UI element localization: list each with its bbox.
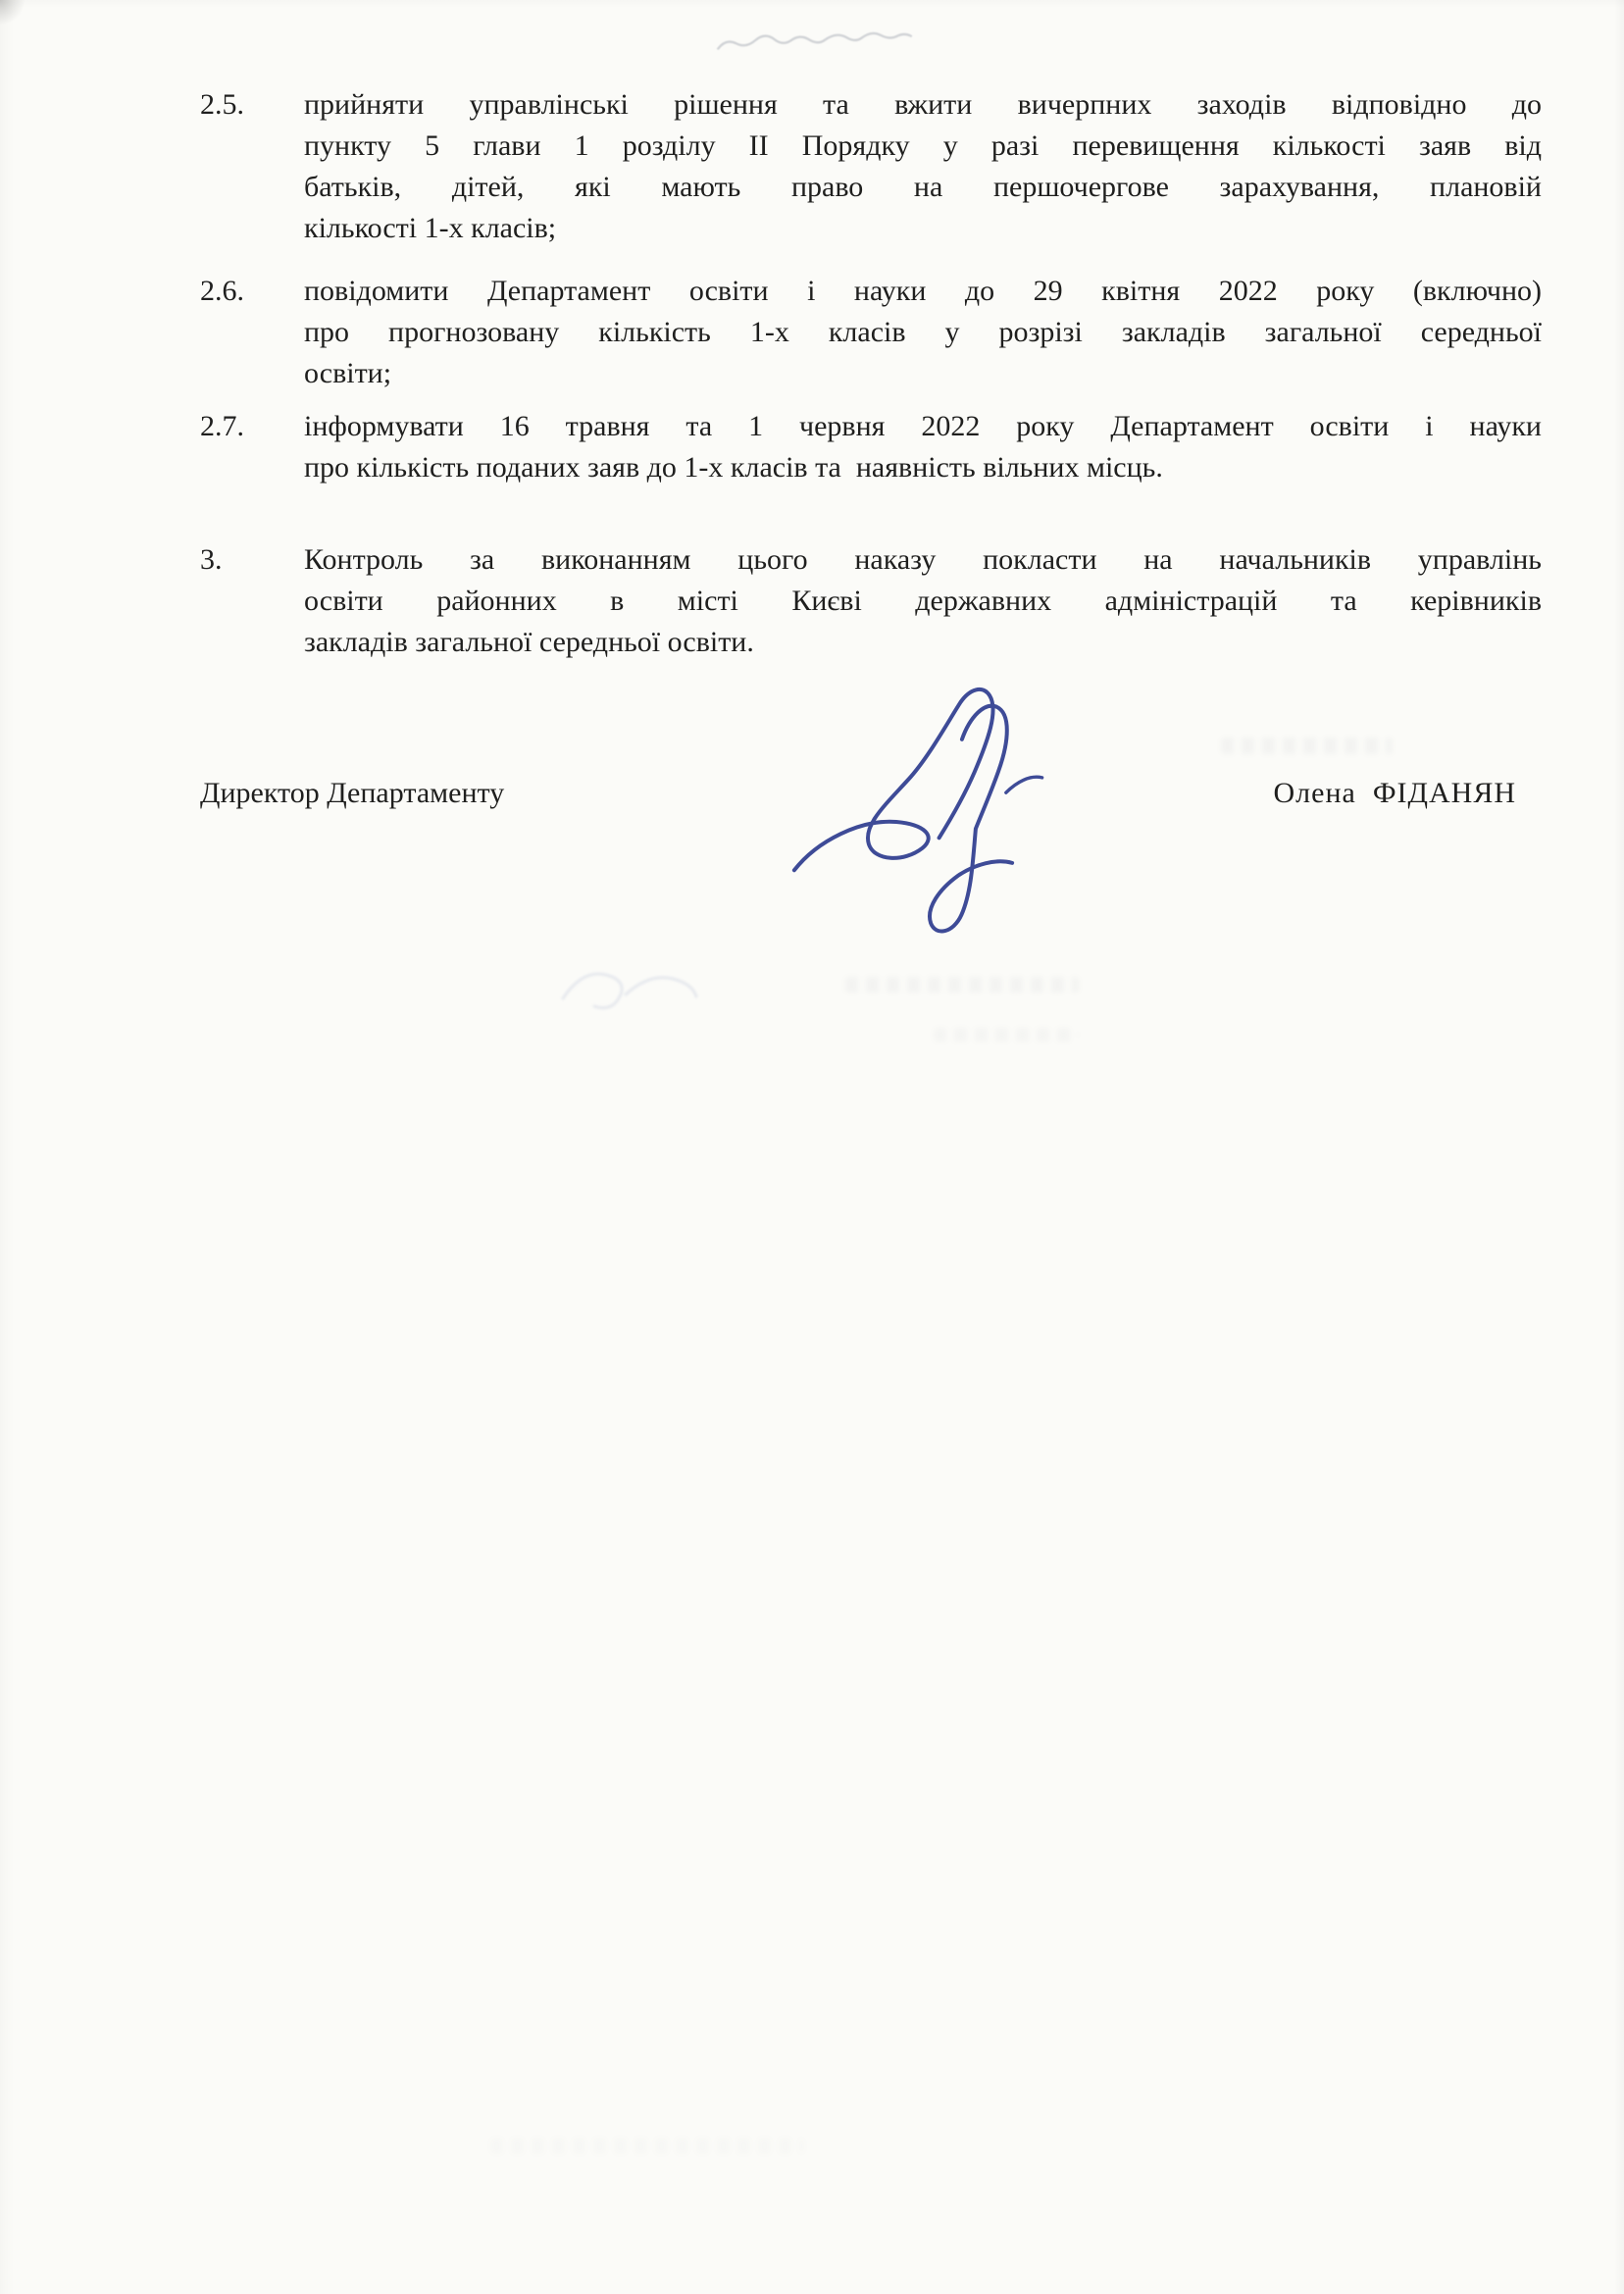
item-text-line: інформувати 16 травня та 1 червня 2022 року Департамент освіти і науки <box>304 410 1542 442</box>
signatory-name: Олена ФІДАНЯН <box>1273 777 1516 809</box>
item-text-line: про прогнозовану кількість 1-х класів у розрізі закладів загальної середньої <box>304 316 1542 348</box>
bleed-through-artifact <box>934 1028 1079 1042</box>
signatory-title: Директор Департаменту <box>200 777 505 809</box>
list-item-3 <box>200 539 1542 663</box>
scan-corner-artifact <box>0 0 25 25</box>
item-text-line: прийняти управлінські рішення та вжити вичерпних заходів відповідно до <box>304 88 1542 121</box>
bleed-through-artifact <box>1221 738 1393 754</box>
item-number: 2.7. <box>200 410 244 442</box>
item-text-line: повідомити Департамент освіти і науки до 29 квітня 2022 року (включно) <box>304 275 1542 307</box>
bleed-through-artifact <box>490 2138 804 2154</box>
item-text-line: батьків, дітей, які мають право на першочергове зарахування, плановій <box>304 171 1542 203</box>
bleed-through-scribble-icon <box>714 22 926 58</box>
document-body <box>200 84 1542 663</box>
item-text-line: освіти; <box>304 357 392 389</box>
bleed-through-curl-icon <box>557 959 704 1016</box>
item-text-line: Контроль за виконанням цього наказу покласти на начальників управлінь <box>304 543 1542 576</box>
item-text-line: пункту 5 глави 1 розділу ІІ Порядку у разі перевищення кількості заяв від <box>304 129 1542 162</box>
item-number: 3. <box>200 543 223 576</box>
item-text-line: освіти районних в місті Києві державних адміністрацій та керівників <box>304 585 1542 617</box>
handwritten-signature <box>765 673 1072 969</box>
item-text-line: про кількість поданих заяв до 1-х класів та наявність вільних місць. <box>304 451 1163 484</box>
item-text-line: кількості 1-х класів; <box>304 212 557 244</box>
bleed-through-artifact <box>845 977 1079 993</box>
list-item-2-7 <box>200 406 1542 488</box>
list-item-2-5 <box>200 84 1542 249</box>
list-item-2-6 <box>200 271 1542 394</box>
item-number: 2.5. <box>200 88 244 121</box>
item-text-line: закладів загальної середньої освіти. <box>304 626 754 658</box>
item-number: 2.6. <box>200 275 244 307</box>
